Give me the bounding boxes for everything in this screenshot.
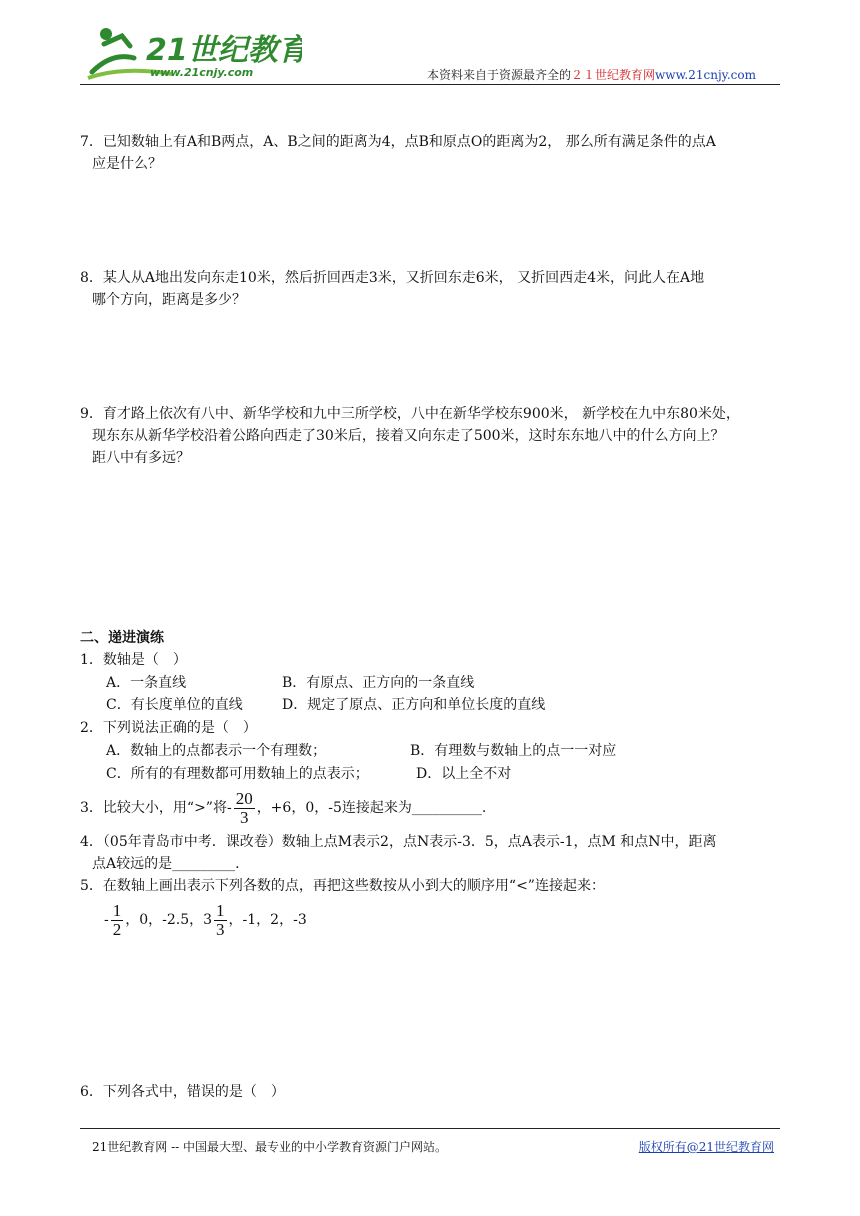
q8-line2: 哪个方向，距离是多少？ <box>92 292 246 308</box>
p1-option-b: B．有原点、正方向的一条直线 <box>282 675 475 691</box>
p2-option-c: C．所有的有理数都可用数轴上的点表示； <box>106 766 369 782</box>
p5-f2-num: 1 <box>216 900 225 920</box>
runner-logo-icon <box>82 22 302 84</box>
q9-line2: 现东东从新华学校沿着公路向西走了30米后，接着又向东走了500米，这时东东地八中的什么方向上？ <box>92 428 725 444</box>
q8-line1: 8．某人从A地出发向东走10米，然后折回西走3米，又折回东走6米， 又折回西走4米，问此人在A地 <box>80 270 705 286</box>
p5-f2-den: 3 <box>216 919 225 939</box>
p5-numbers <box>104 898 307 942</box>
p5-mid: ，0，-2.5，3 <box>125 912 213 928</box>
p1-stem: 1．数轴是（ ） <box>80 652 187 668</box>
p3-frac-num: 20 <box>235 788 253 808</box>
site-logo <box>82 22 302 84</box>
tagline-brand: ２１世纪教育网 <box>571 68 656 82</box>
logo-text: 21世纪教育 <box>146 33 302 68</box>
p5-fraction-1 <box>111 902 124 939</box>
header-tagline <box>427 66 756 83</box>
tagline-url[interactable]: www.21cnjy.com <box>655 68 756 82</box>
q7-line2: 应是什么？ <box>92 156 162 172</box>
p5-f1-num: 1 <box>112 900 122 920</box>
p6-stem: 6．下列各式中，错误的是（ ） <box>80 1084 285 1100</box>
p3-frac-den: 3 <box>239 807 249 827</box>
q9-line1: 9．育才路上依次有八中、新华学校和九中三所学校，八中在新华学校东900米， 新学校在九中东80米处， <box>80 406 740 422</box>
p3-line <box>80 786 486 830</box>
q7-line1: 7．已知数轴上有A和B两点，A、B之间的距离为4，点B和原点O的距离为2， 那么所有满足条件的点A <box>80 134 716 150</box>
p4-line1: 4．（05年青岛市中考．课改卷）数轴上点M表示2，点N表示-3．5，点A表示-1，点M 和点N中，距离 <box>80 834 717 850</box>
p1-option-a: A．一条直线 <box>106 675 187 691</box>
section-title: 二、递进演练 <box>80 630 164 646</box>
copyright-link[interactable]: 版权所有@21世纪教育网 <box>638 1140 774 1154</box>
p2-option-d: D．以上全不对 <box>416 766 512 782</box>
p2-option-a: A．数轴上的点都表示一个有理数； <box>106 743 327 759</box>
p2-option-b: B．有理数与数轴上的点一一对应 <box>410 743 617 759</box>
p5-f1-den: 2 <box>112 919 122 939</box>
p1-option-c: C．有长度单位的直线 <box>106 697 243 713</box>
footer-text: 21世纪教育网 -- 中国最大型、最专业的中小学教育资源门户网站。 <box>92 1140 448 1154</box>
q9-line3: 距八中有多远？ <box>92 450 190 466</box>
p5-fraction-2 <box>214 902 227 939</box>
p4-line2: 点A较远的是_________. <box>92 856 240 872</box>
p5-minus: - <box>104 912 109 928</box>
p5-stem: 5．在数轴上画出表示下列各数的点，再把这些数按从小到大的顺序用“<”连接起来： <box>80 878 605 894</box>
logo-url: www.21cnjy.com <box>150 66 254 79</box>
header-divider <box>80 84 780 85</box>
tagline-prefix: 本资料来自于资源最齐全的 <box>427 68 572 82</box>
p3-fraction <box>234 790 255 827</box>
p5-tail: ，-1，2，-3 <box>228 912 307 928</box>
p2-stem: 2．下列说法正确的是（ ） <box>80 720 257 736</box>
p1-option-d: D．规定了原点、正方向和单位长度的直线 <box>282 697 546 713</box>
footer-divider <box>80 1128 780 1129</box>
p3-pre: 3．比较大小，用“>”将- <box>80 800 232 816</box>
p3-post: ，+6，0，-5连接起来为__________. <box>256 800 487 816</box>
